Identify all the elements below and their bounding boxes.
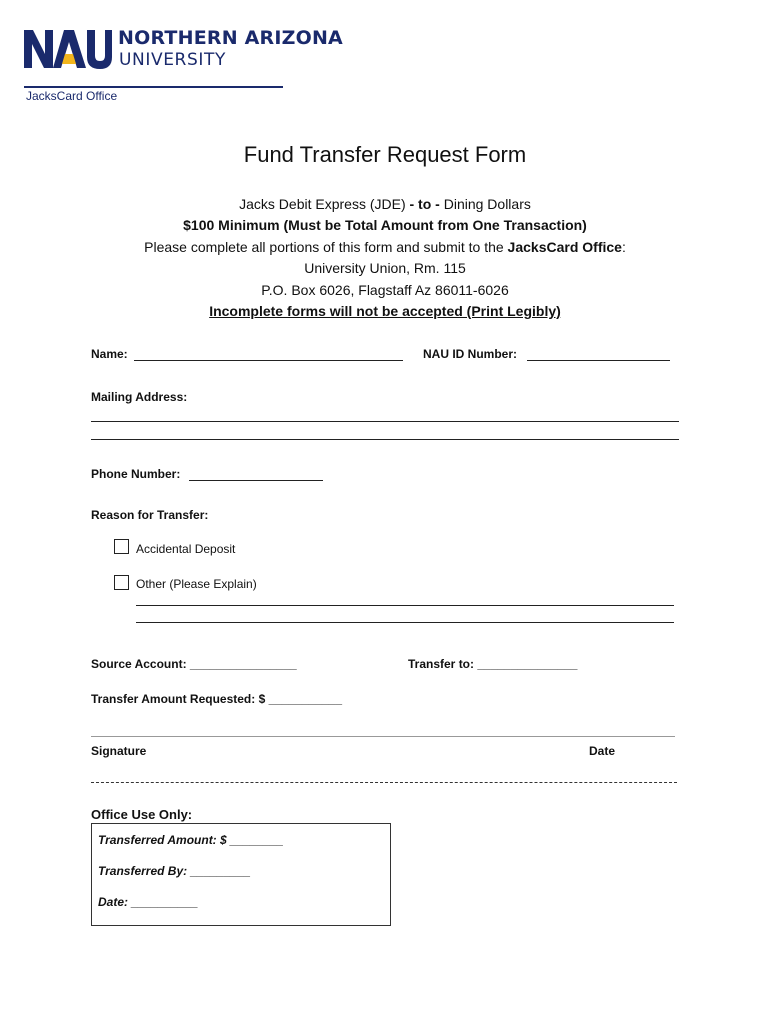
intro-line-1-to: - to - [409, 196, 444, 212]
transfer-to-field[interactable]: Transfer to: _______________ [408, 657, 578, 671]
intro-line-6: Incomplete forms will not be accepted (Print Legibly) [209, 303, 561, 319]
intro-line-3 [0, 239, 770, 255]
office-date-field[interactable]: Date: __________ [98, 895, 199, 909]
intro-line-3-colon: : [621, 239, 626, 255]
date-label: Date [589, 744, 616, 758]
header-divider [24, 86, 283, 88]
source-account-field[interactable]: Source Account: ________________ [91, 657, 297, 671]
intro-line-1-source: Jacks Debit Express (JDE) [239, 196, 410, 212]
page-title: Fund Transfer Request Form [243, 142, 527, 167]
mailing-address-line-1[interactable] [91, 421, 679, 422]
other-explain-line-1[interactable] [136, 605, 674, 606]
mailing-address-label: Mailing Address: [91, 390, 188, 404]
dashed-divider [91, 782, 677, 783]
phone-label: Phone Number: [91, 467, 181, 481]
other-checkbox[interactable] [114, 575, 129, 590]
mailing-address-line-2[interactable] [91, 439, 679, 440]
intro-line-5: P.O. Box 6026, Flagstaff Az 86011-6026 [261, 282, 509, 298]
office-use-heading: Office Use Only: [91, 807, 193, 822]
nau-logo-icon [24, 28, 112, 70]
signature-line[interactable] [91, 736, 675, 737]
intro-line-1-destination: Dining Dollars [443, 196, 531, 212]
phone-field[interactable] [189, 480, 323, 481]
intro-line-4: University Union, Rm. 115 [304, 260, 466, 276]
intro-line-2: $100 Minimum (Must be Total Amount from One Transaction) [183, 217, 587, 233]
intro-line-3-office: JacksCard Office [507, 239, 622, 255]
intro-line-3-text: Please complete all portions of this form and submit to the [144, 239, 508, 255]
transfer-amount-field[interactable]: Transfer Amount Requested: $ ___________ [91, 692, 342, 706]
nau-id-field[interactable] [527, 360, 670, 361]
signature-label: Signature [91, 744, 147, 758]
other-label: Other (Please Explain) [136, 577, 257, 591]
name-label: Name: [91, 347, 128, 361]
transferred-amount-field[interactable]: Transferred Amount: $ ________ [98, 833, 284, 847]
name-field[interactable] [134, 360, 403, 361]
reason-label: Reason for Transfer: [91, 508, 209, 522]
nau-id-label: NAU ID Number: [423, 347, 518, 361]
accidental-deposit-checkbox[interactable] [114, 539, 129, 554]
logo-line-2: UNIVERSITY [119, 50, 226, 70]
office-name: JacksCard Office [26, 89, 118, 103]
other-explain-line-2[interactable] [136, 622, 674, 623]
logo-line-1: NORTHERN ARIZONA [118, 27, 343, 49]
transferred-by-field[interactable]: Transferred By: _________ [98, 864, 251, 878]
intro-line-1 [0, 196, 770, 212]
accidental-deposit-label: Accidental Deposit [136, 542, 236, 556]
